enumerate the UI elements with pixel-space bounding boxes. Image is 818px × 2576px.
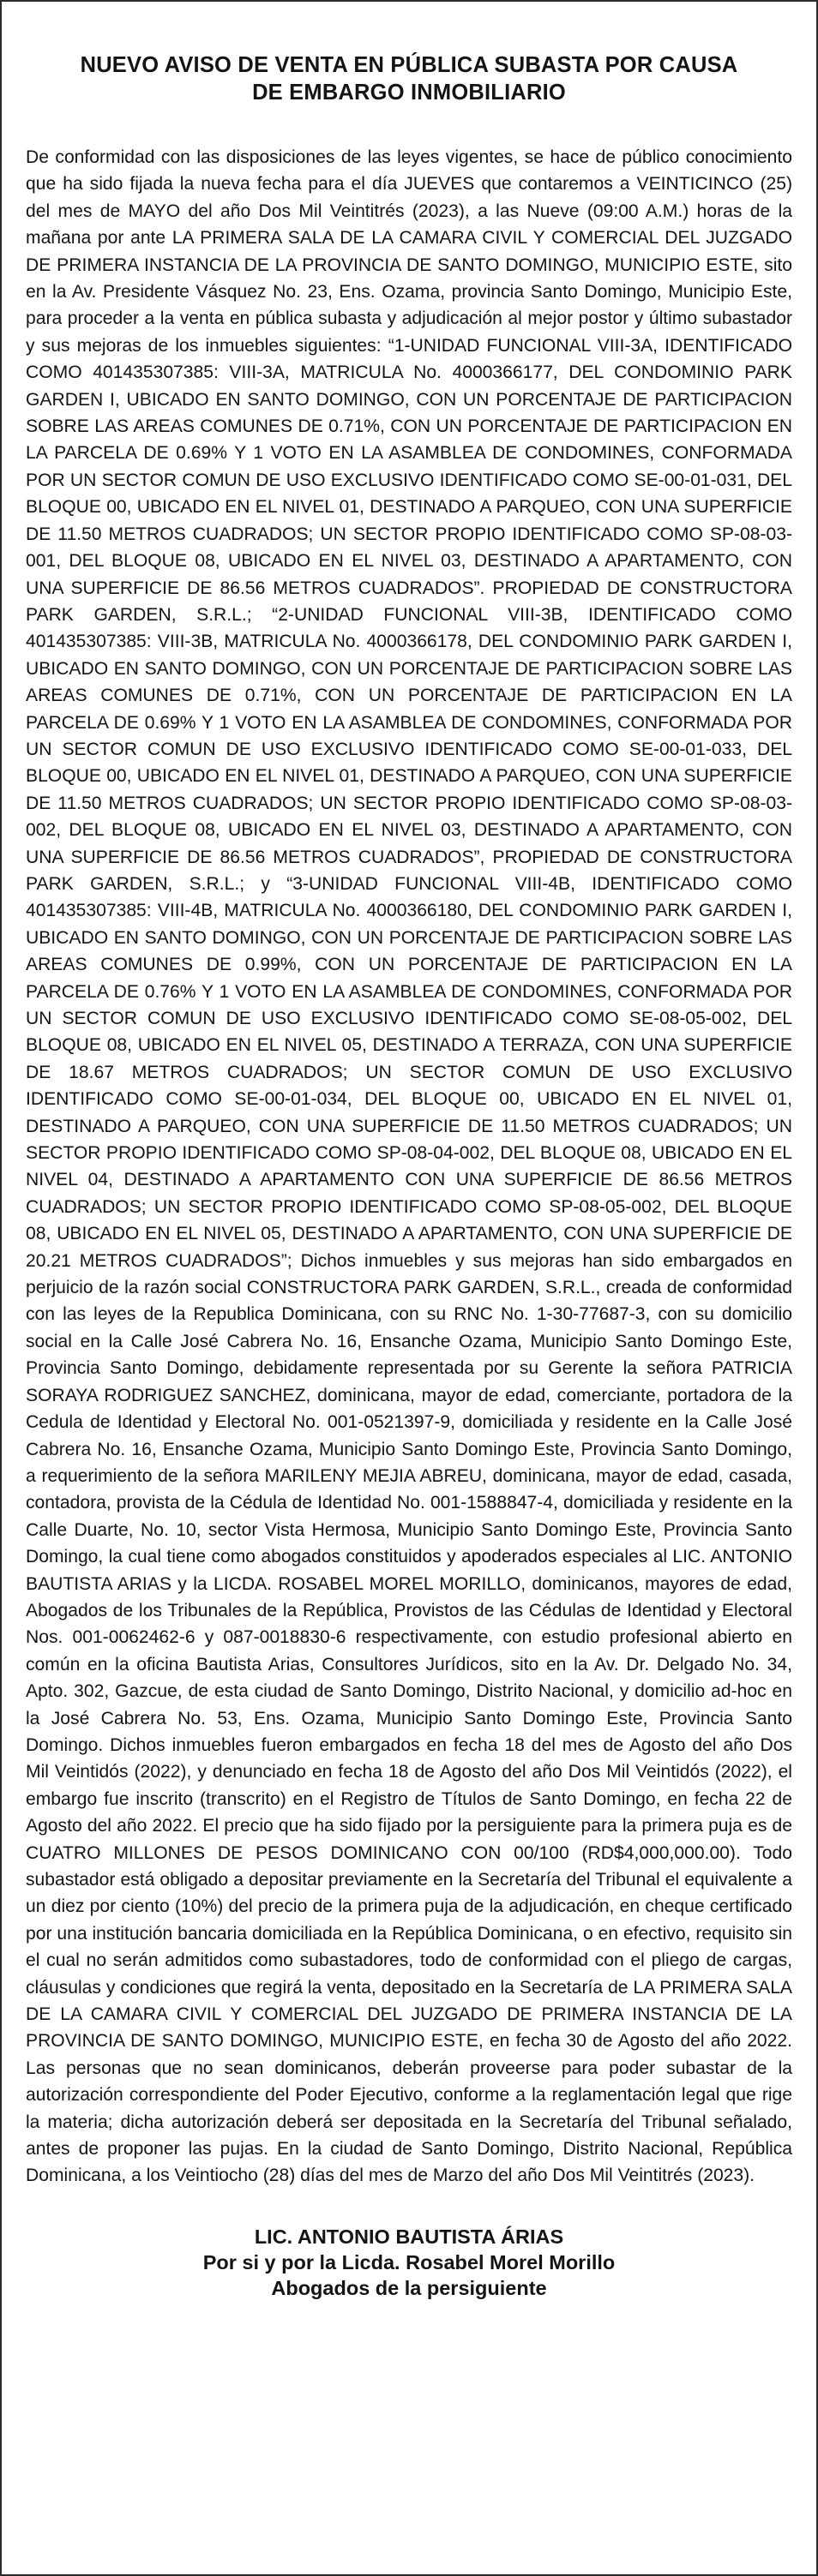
- signature-name: LIC. ANTONIO BAUTISTA ÁRIAS: [254, 2225, 564, 2248]
- notice-body: De conformidad con las disposiciones de las leyes vigentes, se hace de público conocimiento que ha sido fijada la nueva fecha para el día JUEVES que contaremos a VEINTICINCO (25) del mes de MAYO del año Dos Mil Veintitrés (2023), a las Nueve (09:00 A.M.) horas de la mañana por ante LA PRIMERA SALA DE LA CAMARA CIVIL Y COMERCIAL DEL JUZGADO DE PRIMERA INSTANCIA DE LA PROVINCIA DE SANTO DOMINGO, MUNICIPIO ESTE, sito en la Av. Presidente Vásquez No. 23, Ens. Ozama, provincia Santo Domingo, Municipio Este, para proceder a la venta en pública subasta y adjudicación al mejor postor y último subastador y sus mejoras de los inmuebles siguientes: “1-UNIDAD FUNCIONAL VIII-3A, IDENTIFICADO COMO 401435307385: VIII-3A, MATRICULA No. 4000366177, DEL CONDOMINIO PARK GARDEN I, UBICADO EN SANTO DOMINGO, CON UN PORCENTAJE DE PARTICIPACION SOBRE LAS AREAS COMUNES DE 0.71%, CON UN PORCENTAJE DE PARTICIPACION EN LA PARCELA DE 0.69% Y 1 VOTO EN LA ASAMBLEA DE CONDOMINES, CONFORMADA POR UN SECTOR COMUN DE USO EXCLUSIVO IDENTIFICADO COMO SE-00-01-031, DEL BLOQUE 00, UBICADO EN EL NIVEL 01, DESTINADO A PARQUEO, CON UNA SUPERFICIE DE 11.50 METROS CUADRADOS; UN SECTOR PROPIO IDENTIFICADO COMO SP-08-03-001, DEL BLOQUE 08, UBICADO EN EL NIVEL 03, DESTINADO A APARTAMENTO, CON UNA SUPERFICIE DE 86.56 METROS CUADRADOS”. PROPIEDAD DE CONSTRUCTORA PARK GARDEN, S.R.L.; “2-UNIDAD FUNCIONAL VIII-3B, IDENTIFICADO COMO 401435307385: VIII-3B, MATRICULA No. 4000366178, DEL CONDOMINIO PARK GARDEN I, UBICADO EN SANTO DOMINGO, CON UN PORCENTAJE DE PARTICIPACION SOBRE LAS AREAS COMUNES DE 0.71%, CON UN PORCENTAJE DE PARTICIPACION EN LA PARCELA DE 0.69% Y 1 VOTO EN LA ASAMBLEA DE CONDOMINES, CONFORMADA POR UN SECTOR COMUN DE USO EXCLUSIVO IDENTIFICADO COMO SE-00-01-033, DEL BLOQUE 00, UBICADO EN EL NIVEL 01, DESTINADO A PARQUEO, CON UNA SUPERFICIE DE 11.50 METROS CUADRADOS; UN SECTOR PROPIO IDENTIFICADO COMO SP-08-03-002, DEL BLOQUE 08, UBICADO EN EL NIVEL 03, DESTINADO A APARTAMENTO, CON UNA SUPERFICIE DE 86.56 METROS CUADRADOS”, PROPIEDAD DE CONSTRUCTORA PARK GARDEN, S.R.L.; y “3-UNIDAD FUNCIONAL VIII-4B, IDENTIFICADO COMO 401435307385: VIII-4B, MATRICULA No. 4000366180, DEL CONDOMINIO PARK GARDEN I, UBICADO EN SANTO DOMINGO, CON UN PORCENTAJE DE PARTICIPACION SOBRE LAS AREAS COMUNES DE 0.99%, CON UN PORCENTAJE DE PARTICIPACION EN LA PARCELA DE 0.76% Y 1 VOTO EN LA ASAMBLEA DE CONDOMINES, CONFORMADA POR UN SECTOR COMUN DE USO EXCLUSIVO IDENTIFICADO COMO SE-08-05-002, DEL BLOQUE 08, UBICADO EN EL NIVEL 05, DESTINADO A TERRAZA, CON UNA SUPERFICIE DE 18.67 METROS CUADRADOS; UN SECTOR COMUN DE USO EXCLUSIVO IDENTIFICADO COMO SE-00-01-034, DEL BLOQUE 00, UBICADO EN EL NIVEL 01, DESTINADO A PARQUEO, CON UNA SUPERFICIE DE 11.50 METROS CUADRADOS; UN SECTOR PROPIO IDENTIFICADO COMO SP-08-04-002, DEL BLOQUE 08, UBICADO EN EL NIVEL 04, DESTINADO A APARTAMENTO CON UNA SUPERFICIE DE 86.56 METROS CUADRADOS; UN SECTOR PROPIO IDENTIFICADO COMO SP-08-05-002, DEL BLOQUE 08, UBICADO EN EL NIVEL 05, DESTINADO A APARTAMENTO, CON UNA SUPERFICIE DE 20.21 METROS CUADRADOS”; Dichos inmuebles y sus mejoras han sido embargados en perjuicio de la razón social CONSTRUCTORA PARK GARDEN, S.R.L., creada de conformidad con las leyes de la Republica Dominicana, con su RNC No. 1-30-77687-3, con su domicilio social en la Calle José Cabrera No. 16, Ensanche Ozama, Municipio Santo Domingo Este, Provincia Santo Domingo, debidamente representada por su Gerente la señora PATRICIA SORAYA RODRIGUEZ SANCHEZ, dominicana, mayor de edad, comerciante, portadora de la Cedula de Identidad y Electoral No. 001-0521397-9, domiciliada y residente en la Calle José Cabrera No. 16, Ensanche Ozama, Municipio Santo Domingo Este, Provincia Santo Domingo, a requerimiento de la señora MARILENY MEJIA ABREU, dominicana, mayor de edad, casada, contadora, provista de la Cédula de Identidad No. 001-1588847-4, domiciliada y residente en la Calle Duarte, No. 10, sector Vista Hermosa, Municipio Santo Domingo Este, Provincia Santo Domingo, la cual tiene como abogados constituidos y apoderados especiales al LIC. ANTONIO BAUTISTA ARIAS y la LICDA. ROSABEL MOREL MORILLO, dominicanos, mayores de edad, Abogados de los Tribunales de la República, Provistos de las Cédulas de Identidad y Electoral Nos. 001-0062462-6 y 087-0018830-6 respectivamente, con estudio profesional abierto en común en la oficina Bautista Arias, Consultores Jurídicos, sito en la Av. Dr. Delgado No. 34, Apto. 302, Gazcue, de esta ciudad de Santo Domingo, Distrito Nacional, y domicilio ad-hoc en la José Cabrera No. 53, Ens. Ozama, Municipio Santo Domingo Este, Provincia Santo Domingo. Dichos inmuebles fueron embargados en fecha 18 del mes de Agosto del año Dos Mil Veintidós (2022), y denunciado en fecha 18 de Agosto del año Dos Mil Veintidós (2022), el embargo fue inscrito (transcrito) en el Registro de Títulos de Santo Domingo, en fecha 22 de Agosto del año 2022. El precio que ha sido fijado por la persiguiente para la primera puja es de CUATRO MILLONES DE PESOS DOMINICANO CON 00/100 (RD$4,000,000.00). Todo subastador está obligado a depositar previamente en la Secretaría del Tribunal el equivalente a un diez por ciento (10%) del precio de la primera puja de la adjudicación, en cheque certificado por una institución bancaria domiciliada en la República Dominicana, o en efectivo, requisito sin el cual no serán admitidos como subastadores, todo de conformidad con el pliego de cargas, cláusulas y condiciones que regirá la venta, depositado en la Secretaría de LA PRIMERA SALA DE LA CAMARA CIVIL Y COMERCIAL DEL JUZGADO DE PRIMERA INSTANCIA DE LA PROVINCIA DE SANTO DOMINGO, MUNICIPIO ESTE, en fecha 30 de Agosto del año 2022. Las personas que no sean dominicanos, deberán proveerse para poder subastar de la autorización correspondiente del Poder Ejecutivo, conforme a la reglamentación legal que rige la materia; dicha autorización deberá ser depositada en la Secretaría del Tribunal señalado, antes de proponer las pujas. En la ciudad de Santo Domingo, Distrito Nacional, República Dominicana, a los Veintiocho (28) días del mes de Marzo del año Dos Mil Veintitrés (2023).: [26, 147, 792, 2186]
- notice-title: [26, 51, 792, 106]
- signature-representation: Por si y por la Licda. Rosabel Morel Morillo: [202, 2250, 616, 2273]
- signature-block: [26, 2224, 792, 2301]
- notice-title-line-2: DE EMBARGO INMOBILIARIO: [252, 81, 566, 105]
- signature-role: Abogados de la persiguiente: [271, 2276, 547, 2299]
- notice-title-line-1: NUEVO AVISO DE VENTA EN PÚBLICA SUBASTA POR CAUSA: [80, 53, 738, 77]
